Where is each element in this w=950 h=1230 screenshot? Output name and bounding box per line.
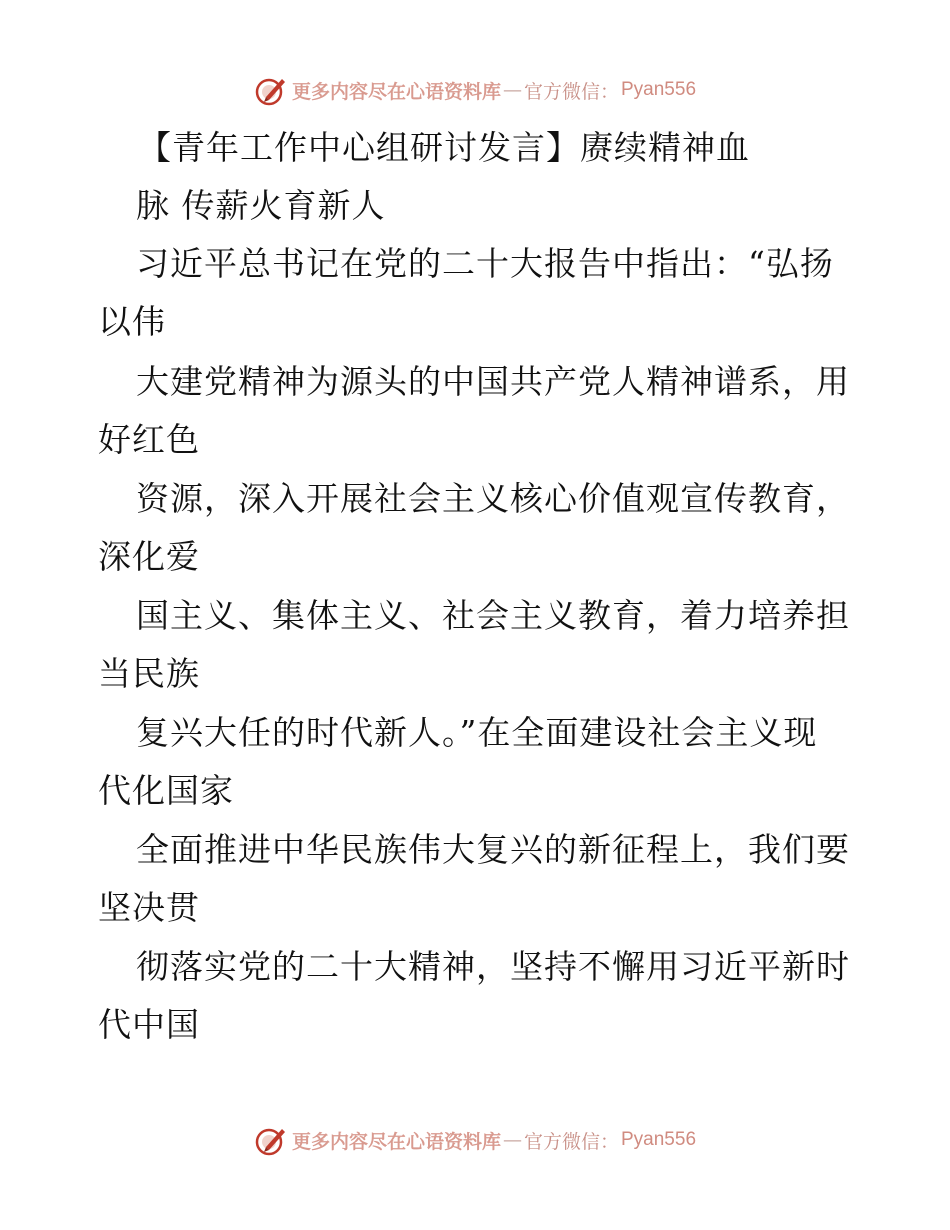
watermark-wechat-id: Pyan556 — [621, 79, 697, 100]
paragraph-line: 大建党精神为源头的中国共产党人精神谱系，用 — [136, 362, 850, 401]
watermark-text: 更多内容尽在心语资料库 — [291, 1130, 501, 1153]
paragraph-line: 代化国家 — [98, 771, 234, 810]
paragraph-line: 当民族 — [98, 654, 200, 693]
document-title-line-1: 【青年工作中心组研讨发言】赓续精神血 — [138, 128, 750, 167]
paragraph-line: 好红色 — [98, 420, 200, 459]
paragraph-line: 代中国 — [98, 1005, 200, 1044]
header-watermark — [0, 70, 950, 110]
paragraph-line: 习近平总书记在党的二十大报告中指出：“弘扬 — [136, 244, 834, 283]
watermark-text: 更多内容尽在心语资料库 — [291, 80, 501, 103]
paragraph-line: 坚决贯 — [98, 888, 200, 927]
watermark-wechat-label: 官方微信： — [523, 1130, 619, 1153]
paragraph-line: 以伟 — [98, 302, 166, 341]
paragraph-line: 国主义、集体主义、社会主义教育，着力培养担 — [136, 596, 850, 635]
paragraph-line: 深化爱 — [98, 537, 200, 576]
paragraph-line: 复兴大任的时代新人。”在全面建设社会主义现 — [136, 713, 818, 752]
watermark-separator: — — [502, 1129, 522, 1151]
paragraph-line: 资源，深入开展社会主义核心价值观宣传教育， — [136, 479, 850, 518]
watermark-separator: — — [502, 79, 522, 101]
footer-watermark — [0, 1120, 950, 1160]
document-title-line-2: 脉 传薪火育新人 — [136, 186, 386, 225]
watermark-wechat-id: Pyan556 — [621, 1129, 697, 1150]
pen-logo-icon — [254, 1123, 288, 1157]
paragraph-line: 彻落实党的二十大精神，坚持不懈用习近平新时 — [136, 947, 850, 986]
paragraph-line: 全面推进中华民族伟大复兴的新征程上，我们要 — [136, 830, 850, 869]
watermark-wechat-label: 官方微信： — [523, 80, 619, 103]
pen-logo-icon — [254, 73, 288, 107]
